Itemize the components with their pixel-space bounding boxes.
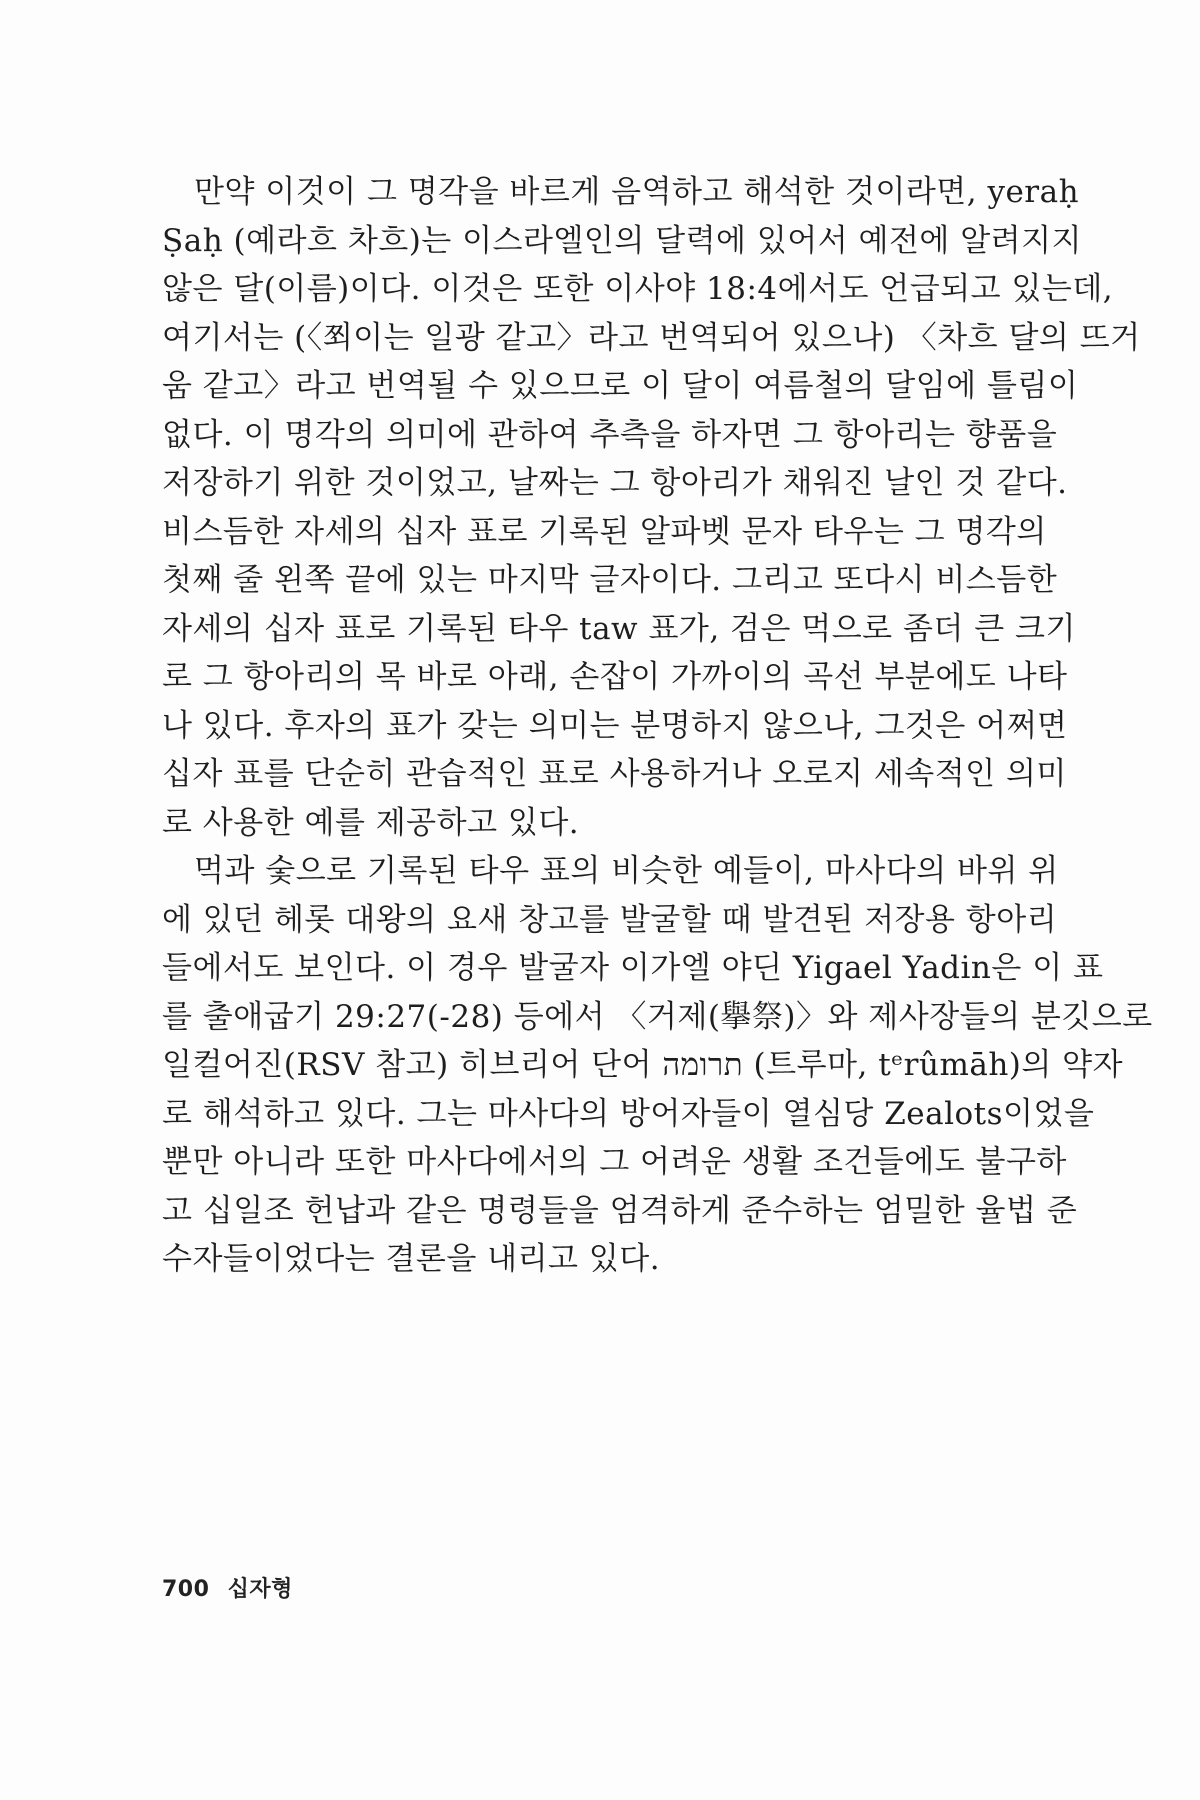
- text-line: 첫째 줄 왼쪽 끝에 있는 마지막 글자이다. 그리고 또다시 비스듬한: [162, 562, 1058, 598]
- page-footer: [162, 1572, 293, 1603]
- text-line: Ṣaḥ (예라흐 차흐)는 이스라엘인의 달력에 있어서 예전에 알려지지: [162, 222, 1082, 259]
- text-line: 를 출애굽기 29:27(-28) 등에서 〈거제(擧祭)〉와 제사장들의 분깃으로: [162, 998, 1153, 1035]
- text-line: 수자들이었다는 결론을 내리고 있다.: [162, 1241, 661, 1277]
- text-line: 만약 이것이 그 명각을 바르게 음역하고 해석한 것이라면, yeraḥ: [194, 174, 1080, 210]
- text-line: 자세의 십자 표로 기록된 타우 taw 표가, 검은 먹으로 좀더 큰 크기: [162, 610, 1076, 647]
- text-line: 들에서도 보인다. 이 경우 발굴자 이가엘 야딘 Yigael Yadin은 이 표: [162, 950, 1104, 986]
- page-number: 700: [162, 1577, 210, 1602]
- text-line: 로 사용한 예를 제공하고 있다.: [162, 804, 580, 841]
- text-line: 일컬어진(RSV 참고) 히브리어 단어 תרומה (트루마, tᵉrûmāh)의 약자: [162, 1047, 1124, 1083]
- text-line: 않은 달(이름)이다. 이것은 또한 이사야 18:4에서도 언급되고 있는데,: [162, 271, 1114, 307]
- text-line: 고 십일조 헌납과 같은 명령들을 엄격하게 준수하는 엄밀한 율법 준: [162, 1192, 1078, 1229]
- text-line: 저장하기 위한 것이었고, 날짜는 그 항아리가 채워진 날인 것 같다.: [162, 465, 1068, 501]
- text-line: 뿐만 아니라 또한 마사다에서의 그 어려운 생활 조건들에도 불구하: [162, 1144, 1067, 1180]
- text-line: 여기서는 (〈쬐이는 일광 같고〉라고 번역되어 있으나) 〈차흐 달의 뜨거: [162, 319, 1141, 356]
- paragraph-1: [162, 168, 1141, 847]
- text-line: 나 있다. 후자의 표가 갖는 의미는 분명하지 않으나, 그것은 어쩌면: [162, 707, 1068, 744]
- text-line: 로 그 항아리의 목 바로 아래, 손잡이 가까이의 곡선 부분에도 나타: [162, 659, 1068, 695]
- running-title: 십자형: [227, 1577, 293, 1602]
- text-line: 비스듬한 자세의 십자 표로 기록된 알파벳 문자 타우는 그 명각의: [162, 513, 1047, 550]
- body-text: [162, 168, 1153, 1284]
- text-line: 먹과 숯으로 기록된 타우 표의 비슷한 예들이, 마사다의 바위 위: [194, 853, 1059, 889]
- text-line: 에 있던 헤롯 대왕의 요새 창고를 발굴할 때 발견된 저장용 항아리: [162, 901, 1058, 938]
- paragraph-2: [162, 847, 1153, 1284]
- text-line: 움 같고〉라고 번역될 수 있으므로 이 달이 여름철의 달임에 틀림이: [162, 368, 1079, 404]
- text-line: 십자 표를 단순히 관습적인 표로 사용하거나 오로지 세속적인 의미: [162, 756, 1067, 792]
- text-line: 로 해석하고 있다. 그는 마사다의 방어자들이 열심당 Zealots이었을: [162, 1095, 1095, 1132]
- text-line: 없다. 이 명각의 의미에 관하여 추측을 하자면 그 항아리는 향품을: [162, 416, 1058, 453]
